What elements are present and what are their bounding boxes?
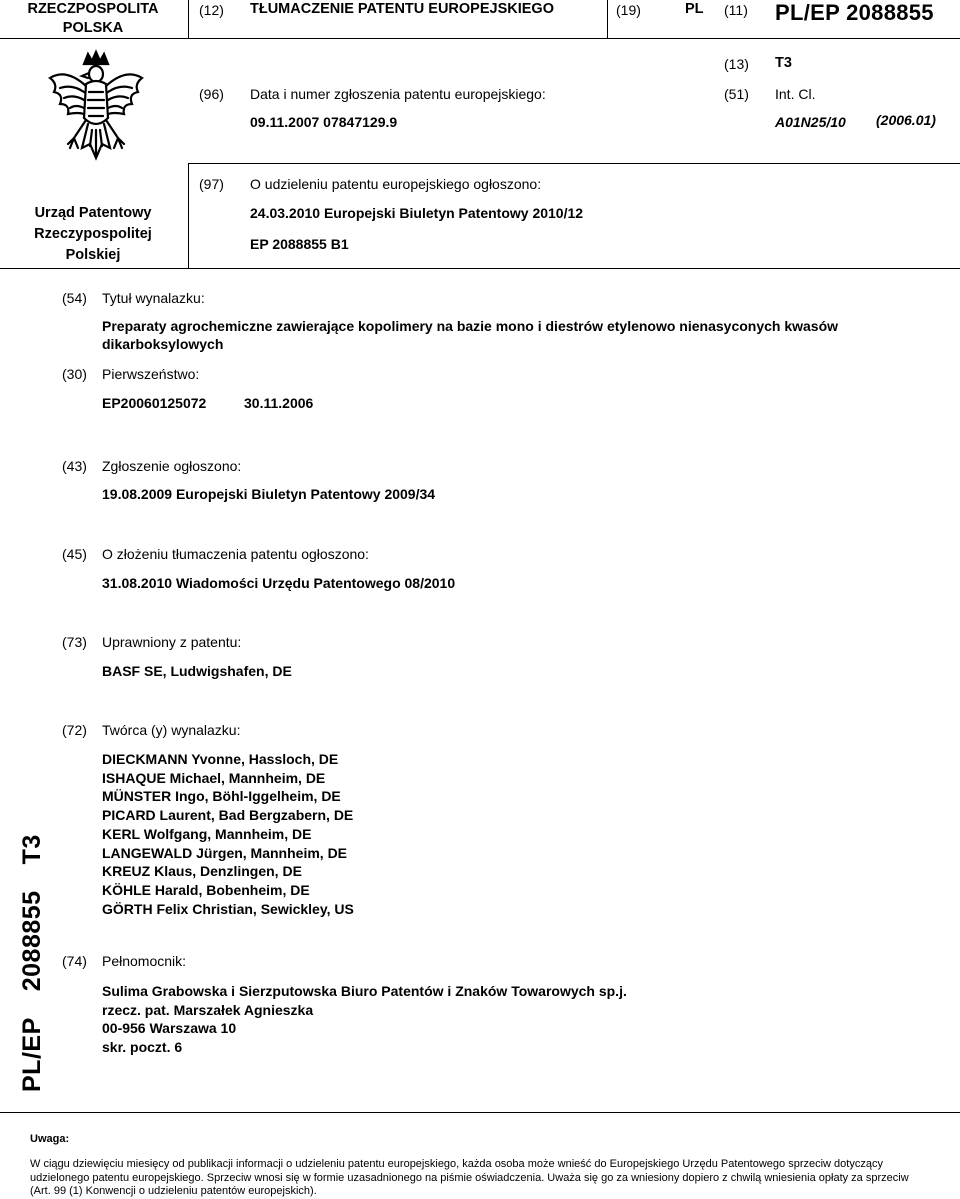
header-divider (188, 163, 189, 268)
patent-number: PL/EP 2088855 (775, 0, 934, 25)
code-96: (96) (199, 86, 224, 102)
country-name (0, 0, 186, 38)
inventor-item: LANGEWALD Jürgen, Mannheim, DE (102, 844, 348, 861)
eagle-emblem-icon (44, 48, 148, 198)
footer-rule (0, 1112, 960, 1113)
code-73: (73) (62, 634, 87, 650)
office-line2: Rzeczypospolitej (34, 226, 152, 242)
inventor-item: KÖHLE Harald, Bobenheim, DE (102, 881, 310, 898)
code-13: (13) (724, 56, 749, 72)
attorney-line: Sulima Grabowska i Sierzputowska Biuro Patentów i Znaków Towarowych sp.j. (102, 983, 627, 999)
application-value: 09.11.2007 07847129.9 (250, 114, 398, 130)
translation-published-value: 31.08.2010 Wiadomości Urzędu Patentowego 08/2010 (102, 575, 456, 591)
side-label-number: 2088855 (18, 890, 46, 992)
code-11: (11) (724, 2, 748, 18)
side-label-kind: T3 (18, 834, 46, 865)
application-published-label: Zgłoszenie ogłoszono: (102, 458, 242, 474)
grant-rule (188, 163, 960, 164)
attorney-line: 00-956 Warszawa 10 (102, 1020, 237, 1037)
section-rule (0, 268, 960, 269)
office-line1: Urząd Patentowy (34, 205, 152, 221)
inventor-item: KERL Wolfgang, Mannheim, DE (102, 825, 312, 842)
title-label: Tytuł wynalazku: (102, 290, 205, 306)
inventor-item: DIECKMANN Yvonne, Hassloch, DE (102, 751, 339, 767)
document-type: TŁUMACZENIE PATENTU EUROPEJSKIEGO (250, 1, 554, 17)
int-cl-year: (2006.01) (876, 112, 936, 128)
inventor-item: KREUZ Klaus, Denzlingen, DE (102, 863, 302, 880)
ep-number: EP 2088855 B1 (250, 236, 349, 252)
header-divider (607, 0, 608, 38)
attorney-line: skr. poczt. 6 (102, 1039, 183, 1056)
proprietor-value: BASF SE, Ludwigshafen, DE (102, 663, 292, 679)
proprietor-label: Uprawniony z patentu: (102, 634, 242, 650)
code-74: (74) (62, 953, 87, 969)
int-cl-label: Int. Cl. (775, 86, 816, 102)
country-code: PL (685, 1, 704, 17)
code-54: (54) (62, 290, 87, 306)
inventor-item: PICARD Laurent, Bad Bergzabern, DE (102, 807, 354, 824)
office-line3: Polskiej (65, 247, 121, 263)
code-30: (30) (62, 366, 87, 382)
code-43: (43) (62, 458, 87, 474)
code-12: (12) (199, 2, 224, 18)
priority-number: EP20060125072 (102, 395, 207, 411)
header-rule (0, 38, 960, 39)
attorney-line: rzecz. pat. Marszałek Agnieszka (102, 1001, 314, 1018)
inventor-list (102, 750, 354, 918)
side-label-prefix: PL/EP (18, 1017, 46, 1092)
attorney-label: Pełnomocnik: (102, 953, 187, 969)
code-51: (51) (724, 86, 749, 102)
inventor-item: GÖRTH Felix Christian, Sewickley, US (102, 900, 354, 917)
kind-code: T3 (775, 55, 792, 71)
note-label: Uwaga: (30, 1133, 70, 1145)
header-divider (188, 0, 189, 38)
side-document-label (18, 808, 47, 1092)
translation-published-label: O złożeniu tłumaczenia patentu ogłoszono: (102, 546, 369, 562)
priority-label: Pierwszeństwo: (102, 366, 200, 382)
grant-label: O udzieleniu patentu europejskiego ogłoszono: (250, 176, 542, 192)
application-label: Data i numer zgłoszenia patentu europejskiego: (250, 86, 546, 102)
code-45: (45) (62, 546, 87, 562)
inventors-label: Twórca (y) wynalazku: (102, 722, 241, 738)
grant-value: 24.03.2010 Europejski Biuletyn Patentowy 2010/12 (250, 205, 584, 221)
invention-title-line2: dikarboksylowych (102, 336, 224, 352)
patent-office-name (0, 203, 186, 266)
code-97: (97) (199, 176, 224, 192)
code-19: (19) (616, 2, 641, 18)
inventor-item: ISHAQUE Michael, Mannheim, DE (102, 769, 326, 786)
inventor-item: MÜNSTER Ingo, Böhl-Iggelheim, DE (102, 788, 341, 805)
code-72: (72) (62, 722, 87, 738)
int-cl-value: A01N25/10 (775, 114, 846, 130)
country-line1: RZECZPOSPOLITA (27, 1, 159, 17)
priority-date: 30.11.2006 (244, 395, 314, 411)
country-line2: POLSKA (62, 20, 124, 36)
application-published-value: 19.08.2009 Europejski Biuletyn Patentowy 2009/34 (102, 486, 436, 502)
note-text: W ciągu dziewięciu miesięcy od publikacji informacji o udzieleniu patentu europejskiego, każda osoba może wnieść do Europejskiego Urzędu Patentowego sprzeciw dotyczący udzielonego patentu europejskiego. Sprzeciw wnosi się w formie uzasadnionego na piśmie oświadczenia. Uważa się go za wniesiony dopiero z chwilą wniesienia opłaty za sprzeciw (Art. 99 (1) Konwencji o udzieleniu patentów europejskich). (30, 1158, 909, 1197)
invention-title-line1: Preparaty agrochemiczne zawierające kopolimery na bazie mono i diestrów etylenowo nienasyconych kwasów (102, 318, 839, 334)
attorney-details (102, 982, 627, 1057)
